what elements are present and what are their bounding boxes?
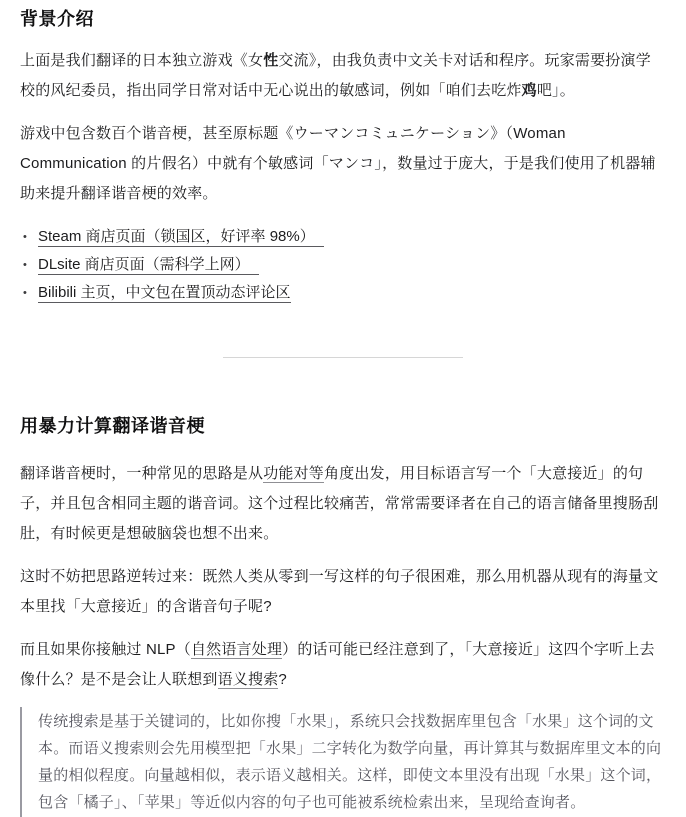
- link-dlsite-store[interactable]: DLsite 商店页面（需科学上网）: [38, 256, 259, 275]
- text-run: 吧」。: [536, 82, 575, 99]
- text-run: ）的话可能已经注意到了，「大意接近」这四个字听上去像什么？是不是会让人联想到: [20, 641, 655, 688]
- inline-link[interactable]: 自然语言处理: [190, 641, 283, 658]
- list-item: [20, 251, 666, 279]
- text-run: ?: [278, 671, 287, 688]
- text-run: 传统搜索是基于关键词的，比如你搜「水果」，系统只会找数据库里包含「水果」这个词的文本。而语义搜索则会先用模型把「水果」二字转化为数学向量，再计算其与数据库里文本的向量的相似程度。向量越相似，表示语义越相关。这样，即使文本里没有出现「水果」这个词，包含「橘子」、「苹果」等近似内容的句子也可能被系统检索出来，呈现给查询者。: [38, 713, 662, 811]
- highlighted-word: 鸡: [521, 82, 537, 99]
- section-divider: [223, 357, 463, 358]
- paragraph-intro: [20, 46, 666, 106]
- paragraph-functional-equivalence: [20, 459, 666, 549]
- link-bilibili-profile[interactable]: Bilibili 主页，中文包在置顶动态评论区: [38, 284, 291, 301]
- paragraph-puns: [20, 119, 666, 209]
- paragraph-reverse-thinking: [20, 562, 666, 622]
- text-run: 翻译谐音梗时，一种常见的思路是从: [20, 465, 264, 482]
- paragraph-nlp-hint: [20, 635, 666, 695]
- section-heading-background: 背景介绍: [20, 9, 94, 29]
- text-run: 角度出发，用目标语言写一个「大意接近」的句子，并且包含相同主题的谐音词。这个过程比较痛苦，常常需要译者在自己的语言储备里搜肠刮肚，有时候更是想破脑袋也想不出来。: [20, 465, 659, 542]
- highlighted-word: 性: [263, 52, 279, 69]
- link-steam-store[interactable]: Steam 商店页面（锁国区，好评率 98%）: [38, 228, 324, 247]
- inline-link[interactable]: 语义搜索: [217, 671, 279, 688]
- related-links-list: [20, 223, 666, 307]
- list-item: [20, 279, 666, 307]
- text-run: 上面是我们翻译的日本独立游戏《女: [20, 52, 264, 69]
- text-run: 而且如果你接触过 NLP（: [20, 641, 191, 658]
- text-run: 这时不妨把思路逆转过来：既然人类从零到一写这样的句子很困难，那么用机器从现有的海量文本里找「大意接近」的含谐音句子呢?: [20, 568, 659, 615]
- inline-link[interactable]: 功能对等: [263, 465, 325, 482]
- semantic-search-quote: [20, 707, 666, 817]
- list-item: [20, 223, 666, 251]
- text-run: 游戏中包含数百个谐音梗，甚至原标题《ウーマンコミュニケーション》（Woman Communication 的片假名）中就有个敏感词「マンコ」，数量过于庞大，于是我们使用了机器辅助来提升翻译谐音梗的效率。: [20, 125, 656, 202]
- text-run: 交流》，由我负责中文关卡对话和程序。玩家需要扮演学校的风纪委员，指出同学日常对话中无心说出的敏感词，例如「咱们去吃炸: [20, 52, 651, 99]
- section-heading-brute-force: 用暴力计算翻译谐音梗: [20, 416, 205, 436]
